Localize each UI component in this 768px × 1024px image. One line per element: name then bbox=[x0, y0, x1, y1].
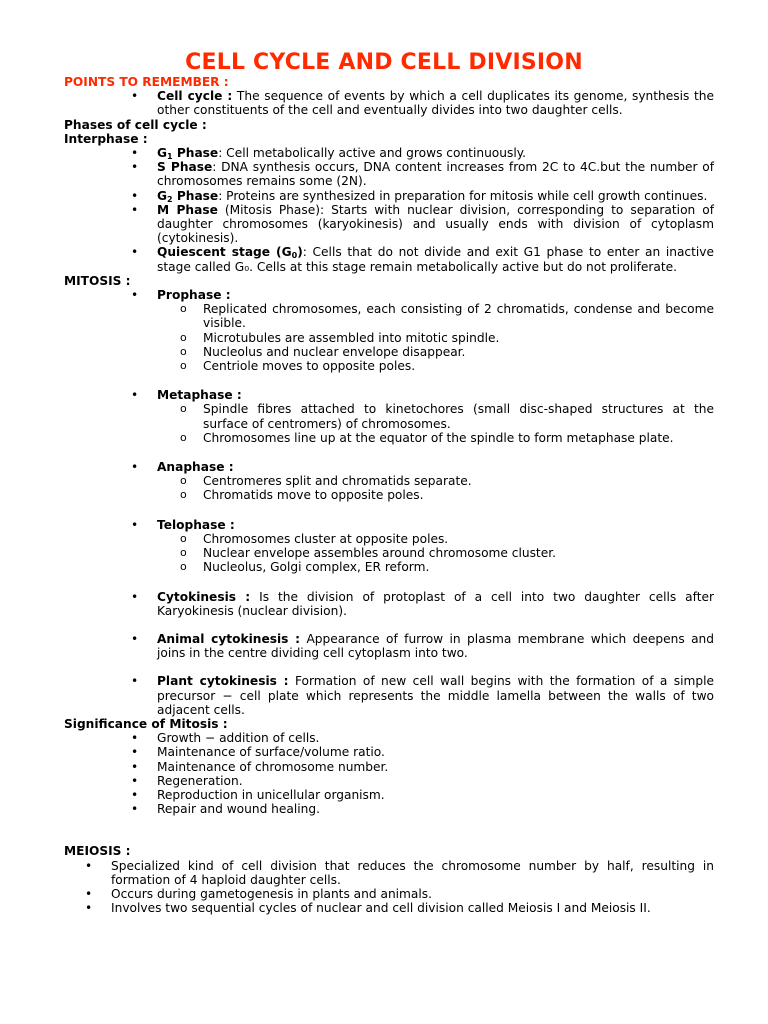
bullet-icon: • bbox=[85, 886, 93, 901]
bullet-icon: • bbox=[131, 460, 139, 475]
list-item: • Occurs during gametogenesis in plants and animals. bbox=[85, 886, 433, 901]
interphase-item: • $G_1$ Phase: Cell metabolically active and grows continuously. bbox=[131, 146, 527, 162]
sub-list-item: o Replicated chromosomes, each consisting of 2 chromatids, condense and become visible. bbox=[180, 302, 714, 331]
points-to-remember-label: POINTS TO REMEMBER : bbox=[64, 75, 229, 89]
sub-list-item: o Centromeres split and chromatids separate. bbox=[180, 474, 472, 489]
bullet-icon: • bbox=[131, 160, 139, 175]
circle-bullet-icon: o bbox=[180, 302, 187, 316]
sub-list-item: o Spindle fibres attached to kinetochores (small disc-shaped structures at the surface of centromers) of chromosomes. bbox=[180, 402, 714, 431]
bullet-icon: • bbox=[131, 731, 139, 746]
sub-list-item: o Microtubules are assembled into mitotic spindle. bbox=[180, 330, 500, 345]
sub-list-item: o Centriole moves to opposite poles. bbox=[180, 359, 416, 374]
cell-cycle-term: Cell cycle : bbox=[157, 89, 233, 104]
interphase-item: • S Phase: DNA synthesis occurs, DNA content increases from 2C to 4C.but the number of chromosomes remains some (2N). bbox=[131, 160, 714, 189]
bullet-icon: • bbox=[131, 773, 139, 788]
significance-list bbox=[64, 731, 714, 816]
plant-cytokinesis-item: • Plant cytokinesis : Formation of new cell wall begins with the formation of a simple precursor − cell plate which represents the middle lamella between the walls of two adjacent cells. bbox=[131, 674, 714, 717]
interphase-list bbox=[64, 146, 714, 274]
circle-bullet-icon: o bbox=[180, 560, 187, 574]
circle-bullet-icon: o bbox=[180, 546, 187, 560]
bullet-icon: • bbox=[131, 631, 139, 646]
cell-cycle-text: The sequence of events by which a cell duplicates its genome, synthesis the other constituents of the cell and eventually divides into two daughter cells. bbox=[157, 89, 714, 118]
meiosis-heading: MEIOSIS : bbox=[64, 844, 131, 859]
circle-bullet-icon: o bbox=[180, 359, 187, 373]
circle-bullet-icon: o bbox=[180, 330, 187, 344]
significance-heading: Significance of Mitosis : bbox=[64, 716, 228, 731]
circle-bullet-icon: o bbox=[180, 402, 187, 416]
bullet-icon: • bbox=[131, 288, 139, 303]
sub-list-item: o Chromatids move to opposite poles. bbox=[180, 488, 424, 503]
cell-cycle-item bbox=[64, 89, 714, 117]
mitosis-heading: MITOSIS : bbox=[64, 273, 131, 288]
prophase-item: • Prophase : bbox=[131, 288, 231, 303]
bullet-icon: • bbox=[131, 745, 139, 760]
meiosis-list bbox=[64, 859, 714, 916]
bullet-icon: • bbox=[85, 901, 93, 916]
bullet-icon: • bbox=[131, 89, 139, 104]
bullet-icon: • bbox=[131, 146, 139, 161]
sub-list-item: o Nucleolus, Golgi complex, ER reform. bbox=[180, 560, 430, 575]
bullet-icon: • bbox=[131, 802, 139, 817]
bullet-icon: • bbox=[131, 202, 139, 217]
sub-list-item: o Nucleolus and nuclear envelope disappear. bbox=[180, 344, 466, 359]
circle-bullet-icon: o bbox=[180, 474, 187, 488]
list-item: • Maintenance of surface/volume ratio. bbox=[131, 745, 385, 760]
list-item: • Involves two sequential cycles of nuclear and cell division called Meiosis I and Meiosis II. bbox=[85, 901, 651, 916]
phases-heading: Phases of cell cycle : bbox=[64, 117, 207, 132]
list-item: • Specialized kind of cell division that reduces the chromosome number by half, resulting in formation of 4 haploid daughter cells. bbox=[85, 858, 714, 887]
sub-list-item: o Nuclear envelope assembles around chromosome cluster. bbox=[180, 546, 556, 561]
bullet-icon: • bbox=[131, 388, 139, 403]
bullet-icon: • bbox=[131, 245, 139, 260]
list-item: • Maintenance of chromosome number. bbox=[131, 759, 389, 774]
bullet-icon: • bbox=[85, 858, 93, 873]
list-item: • Regeneration. bbox=[131, 773, 243, 788]
anaphase-item: • Anaphase : bbox=[131, 460, 234, 475]
circle-bullet-icon: o bbox=[180, 488, 187, 502]
sub-list-item: o Chromosomes line up at the equator of the spindle to form metaphase plate. bbox=[180, 430, 674, 445]
interphase-item: • Quiescent stage $(G_0)$: Cells that do not divide and exit G1 phase to enter an inactive stage called G₀. Cells at this stage remain metabolically active but do not proliferate. bbox=[131, 245, 714, 274]
interphase-item: • $G_2$ Phase: Proteins are synthesized in preparation for mitosis while cell growth continues. bbox=[131, 188, 708, 204]
bullet-icon: • bbox=[131, 589, 139, 604]
bullet-icon: • bbox=[131, 517, 139, 532]
bullet-icon: • bbox=[131, 787, 139, 802]
list-item: • Reproduction in unicellular organism. bbox=[131, 787, 385, 802]
sub-list-item: o Chromosomes cluster at opposite poles. bbox=[180, 531, 449, 546]
bullet-icon: • bbox=[131, 188, 139, 203]
telophase-item: • Telophase : bbox=[131, 517, 235, 532]
circle-bullet-icon: o bbox=[180, 430, 187, 444]
bullet-icon: • bbox=[131, 674, 139, 689]
circle-bullet-icon: o bbox=[180, 344, 187, 358]
bullet-icon: • bbox=[131, 759, 139, 774]
cytokinesis-item: • Cytokinesis : Is the division of protoplast of a cell into two daughter cells after Karyokinesis (nuclear division). bbox=[131, 589, 714, 618]
interphase-heading: Interphase : bbox=[64, 131, 148, 146]
metaphase-item: • Metaphase : bbox=[131, 388, 242, 403]
list-item: • Growth − addition of cells. bbox=[131, 731, 320, 746]
document-body bbox=[64, 75, 714, 915]
page-title: CELL CYCLE AND CELL DIVISION bbox=[185, 50, 583, 75]
interphase-item: • M Phase (Mitosis Phase): Starts with nuclear division, corresponding to separation of daughter chromosomes (karyokinesis) and usually ends with division of cytoplasm (cytokinesis). bbox=[131, 202, 714, 246]
animal-cytokinesis-item: • Animal cytokinesis : Appearance of furrow in plasma membrane which deepens and joins in the centre dividing cell cytoplasm into two. bbox=[131, 631, 714, 661]
circle-bullet-icon: o bbox=[180, 531, 187, 545]
list-item: • Repair and wound healing. bbox=[131, 802, 320, 817]
